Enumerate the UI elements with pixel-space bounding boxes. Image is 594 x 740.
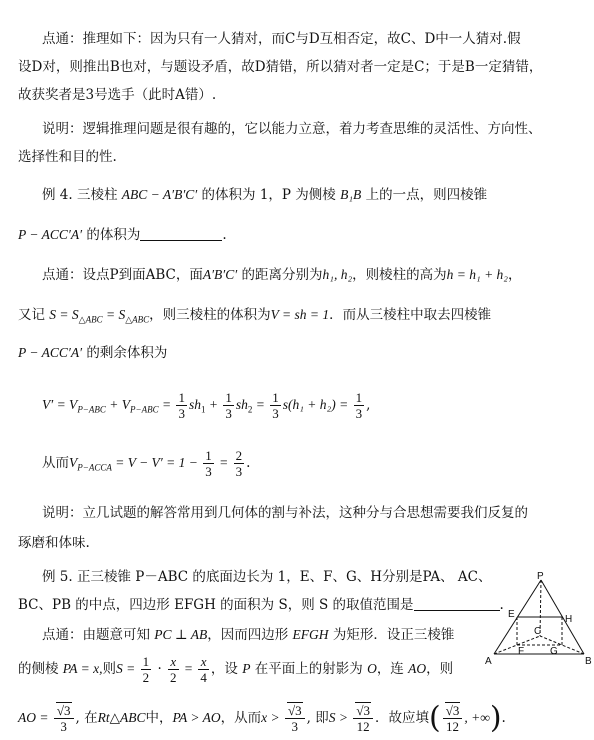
label-E: E — [508, 609, 515, 620]
label-A: A — [485, 656, 492, 667]
label-F: F — [518, 646, 525, 657]
text-line: 说明：立几试题的解答常用到几何体的割与补法，这种分与合思想需要我们反复的 — [42, 505, 528, 521]
answer-blank — [140, 226, 222, 241]
example-4: 例 4. 三棱柱 ABC − A′B′C′ 的体积为 1，P 为侧棱 B₁B 上的一点，则四棱锥 — [42, 187, 488, 203]
text-line: 设D对，则推出B也对，与题设矛盾，故D猜错，所以猜对者一定是C；于是B一定猜错， — [18, 59, 543, 75]
text-line: AO = $\frac{√3}{3}$ , 在Rt△ABC中，PA > AO，从而x > $\frac{√3}{3}$ , 即S > $\frac{√3}{12}$ ．故应填( $\frac{√3}{12}$ , +∞). — [18, 700, 506, 736]
pyramid-figure — [484, 572, 594, 672]
text-line: 说明：逻辑推理问题是很有趣的，它以能力立意，着力考查思维的灵活性、方向性、 — [42, 121, 542, 137]
example-4-cont: P − ACC′A′ 的体积为 . — [18, 227, 227, 243]
example-5: 例 5. 正三棱锥 P－ABC 的底面边长为 1，E、F、G、H分别是PA、 AC、 — [42, 569, 492, 585]
label-G: G — [550, 646, 558, 657]
text-line: 琢磨和体味. — [18, 535, 90, 551]
label-H: H — [565, 614, 573, 625]
label-P: P — [537, 572, 544, 582]
text-line: 又记 $S = S_{\triangle ABC} = S_{\triangle ABC}$，则三棱柱的体积为V = sh = 1．而从三棱柱中取去四棱锥 — [18, 307, 492, 325]
equation-vprime: $V' = V_{P-ABC} + V_{P-ABC}$ = $\frac{1}{3}$ $sh_1$ + $\frac{1}{3}$ $sh_2$ = $\frac{1}{3}$ s(h₁ + h₂) = $\frac{1}{3}$ , — [42, 390, 371, 421]
text-line: P − ACC′A′ 的剩余体积为 — [18, 345, 168, 361]
text-line: 选择性和目的性. — [18, 149, 117, 165]
text-line: 点通：推理如下：因为只有一人猜对，而C与D互相否定，故C、D中一人猜对.假 — [42, 31, 521, 47]
label-C: C — [534, 626, 542, 637]
text-line: 的侧棱 PA = x,则S = $\frac{1}{2}$ · $\frac{x}{2}$ = $\frac{x}{4}$ ，设 P 在平面上的射影为 O，连 AO，则 — [18, 654, 454, 685]
example-5-cont: BC、PB 的中点，四边形 EFGH 的面积为 S，则 S 的取值范围是 . — [18, 597, 504, 613]
equation-result: 从而$V_{P-ACCA} = V - V' = 1$ − $\frac{1}{3}$ = $\frac{2}{3}$ . — [42, 448, 251, 479]
text-line: 点通：设点P到面ABC，面A′B′C′ 的距离分别为h₁, h₂，则棱柱的高为h = h₁ + h₂， — [42, 267, 522, 283]
text-line: 点通：由题意可知 PC ⊥ AB，因而四边形 EFGH 为矩形．设正三棱锥 — [42, 627, 455, 643]
label-B: B — [585, 656, 592, 667]
text-line: 故获奖者是3号选手（此时A错）. — [18, 87, 217, 103]
